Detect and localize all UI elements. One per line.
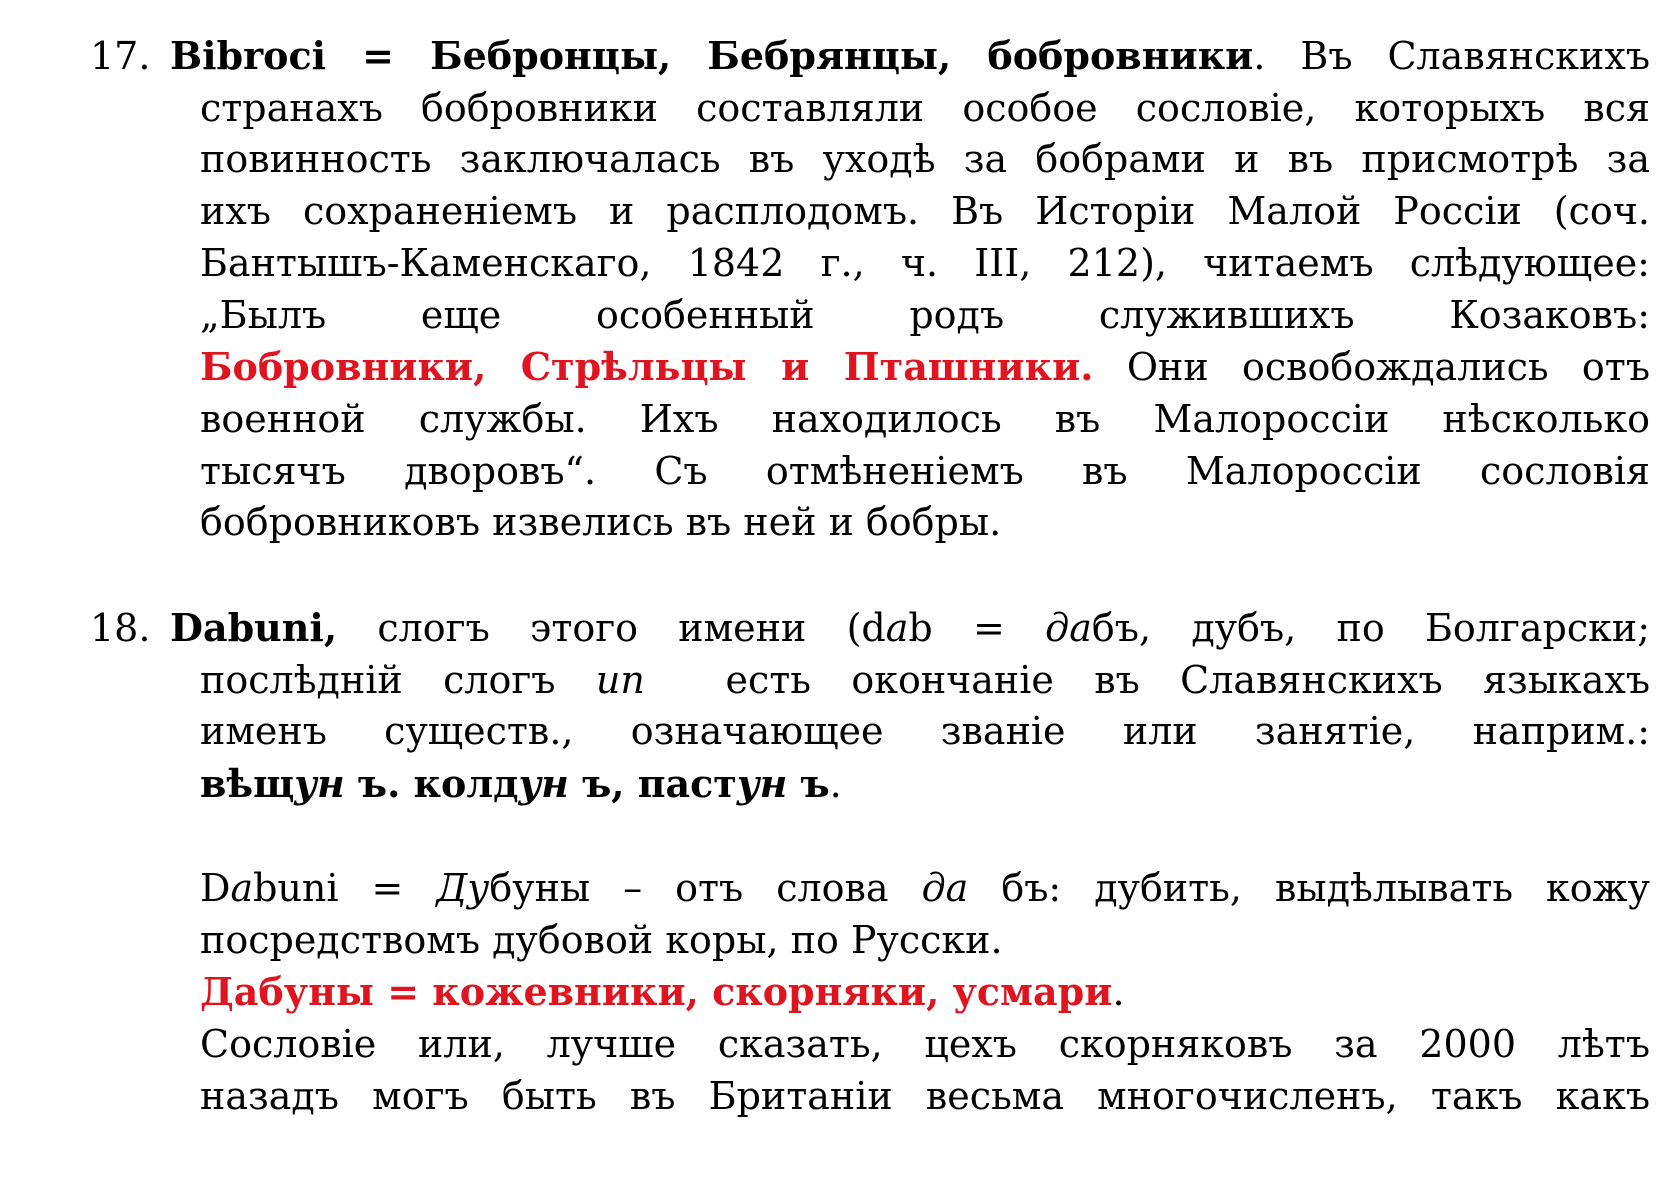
entry-line: „Былъ еще особенный родъ служившихъ Козаковъ: bbox=[200, 292, 1650, 337]
entry-line: Бобровники, Стрѣльцы и Пташники. Они освобождались отъ bbox=[200, 344, 1650, 390]
entry-line: тысячъ дворовъ“. Съ отмѣненіемъ въ Малороссіи сословія bbox=[200, 448, 1650, 493]
entry-line: военной службы. Ихъ находилось въ Малороссіи нѣсколько bbox=[200, 396, 1650, 441]
entry-line: вѣщун ъ. колдун ъ, пастун ъ. bbox=[200, 761, 842, 807]
entry-line: назадъ могъ быть въ Британіи весьма многочисленъ, такъ какъ bbox=[200, 1073, 1650, 1118]
paragraph-gap bbox=[200, 811, 1650, 863]
entry-line: именъ существ., означающее званіе или занятіе, наприм.: bbox=[200, 709, 1650, 754]
entry-term: Dabuni, bbox=[170, 605, 338, 650]
entry-line: Дабуны = кожевники, скорняки, усмари. bbox=[200, 969, 1125, 1015]
entry-number: 18. bbox=[90, 606, 151, 650]
entry-line: повинность заключалась въ уходѣ за бобрами и въ присмотрѣ за bbox=[200, 137, 1650, 182]
entry-line: Бантышъ-Каменскаго, 1842 г., ч. III, 212), читаемъ слѣдующее: bbox=[200, 240, 1650, 285]
entry-18 bbox=[90, 602, 1650, 1122]
entry-line: странахъ бобровники составляли особое сословіе, которыхъ вся bbox=[200, 85, 1650, 130]
entry-line: Сословіе или, лучше сказать, цехъ скорняковъ за 2000 лѣтъ bbox=[200, 1021, 1650, 1066]
highlight-red: Дабуны = кожевники, скорняки, усмари bbox=[200, 969, 1113, 1015]
entry-line: посредствомъ дубовой коры, по Русски. bbox=[200, 917, 1003, 962]
entry-line: бобровниковъ извелись въ ней и бобры. bbox=[200, 500, 1002, 545]
entry-17 bbox=[90, 30, 1650, 549]
highlight-red: Бобровники, Стрѣльцы и Пташники. bbox=[200, 344, 1094, 390]
entry-line: послѣдній слогъ un есть окончаніе въ Славянскихъ языкахъ bbox=[200, 657, 1651, 702]
entry-number: 17. bbox=[90, 34, 151, 78]
entry-body bbox=[170, 602, 1651, 1122]
entry-term: Bibroci = Бебронцы, Бебрянцы, бобровники bbox=[170, 33, 1254, 78]
entry-line: Bibroci = Бебронцы, Бебрянцы, бобровники. Въ Славянскихъ bbox=[170, 33, 1650, 78]
entry-line: ихъ сохраненіемъ и расплодомъ. Въ Исторіи Малой Россіи (соч. bbox=[200, 189, 1650, 234]
entry-line: Dabuni = Дубуны – отъ слова да бъ: дубить, выдѣлывать кожу bbox=[200, 865, 1650, 910]
entry-body bbox=[170, 30, 1650, 549]
entry-line: Dabuni, слогъ этого имени (dab = дабъ, дубъ, по Болгарски; bbox=[170, 605, 1651, 650]
